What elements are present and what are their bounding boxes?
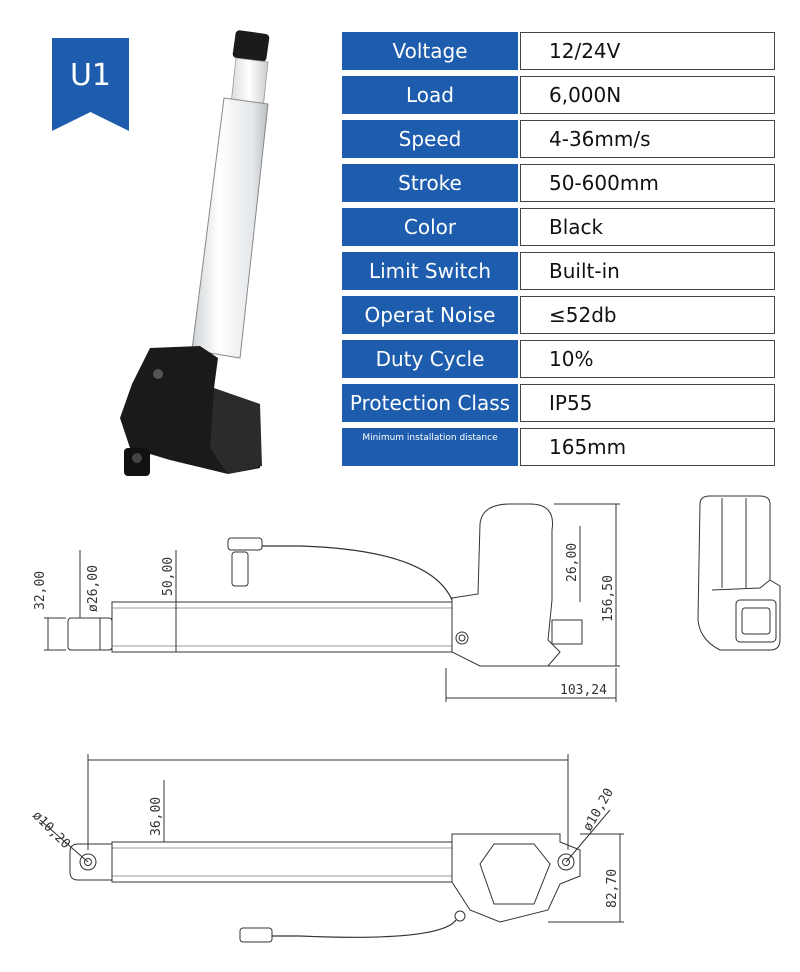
spec-table (342, 32, 775, 472)
dim-26-diameter: ø26,00 (86, 565, 101, 612)
badge-label: U1 (69, 58, 112, 93)
dim-82: 82,70 (605, 868, 620, 908)
side-view-drawing (33, 504, 620, 702)
spec-label: Load (342, 76, 518, 114)
dim-10-right: ø10,20 (580, 785, 617, 834)
spec-value: IP55 (520, 384, 775, 422)
spec-row-limit-switch (342, 252, 775, 290)
spec-label: Limit Switch (342, 252, 518, 290)
dim-36: 36,00 (149, 796, 164, 836)
spec-label: Voltage (342, 32, 518, 70)
spec-value: 12/24V (520, 32, 775, 70)
spec-label: Minimum installation distance (342, 428, 518, 466)
actuator-product-image (110, 28, 280, 478)
dim-156: 156,50 (601, 575, 616, 622)
spec-label: Speed (342, 120, 518, 158)
spec-row-load (342, 76, 775, 114)
spec-label: Operat Noise (342, 296, 518, 334)
spec-row-protection (342, 384, 775, 422)
spec-row-stroke (342, 164, 775, 202)
spec-row-color (342, 208, 775, 246)
spec-value: Built-in (520, 252, 775, 290)
dim-32: 32,00 (33, 570, 48, 610)
spec-value: 10% (520, 340, 775, 378)
bottom-view-drawing (29, 754, 624, 942)
end-view-drawing (698, 496, 780, 650)
spec-row-speed (342, 120, 775, 158)
spec-label: Stroke (342, 164, 518, 202)
spec-value: 50-600mm (520, 164, 775, 202)
spec-value: 6,000N (520, 76, 775, 114)
spec-row-duty-cycle (342, 340, 775, 378)
dim-26: 26,00 (565, 542, 580, 582)
spec-row-min-install (342, 428, 775, 466)
spec-label: Duty Cycle (342, 340, 518, 378)
dim-103: 103,24 (560, 683, 607, 698)
spec-value: Black (520, 208, 775, 246)
dim-10-left: ø10,20 (29, 808, 73, 853)
spec-row-voltage (342, 32, 775, 70)
dim-50: 50,00 (161, 556, 176, 596)
spec-label: Protection Class (342, 384, 518, 422)
spec-value: ≤52db (520, 296, 775, 334)
spec-value: 4-36mm/s (520, 120, 775, 158)
spec-value: 165mm (520, 428, 775, 466)
spec-label: Color (342, 208, 518, 246)
spec-row-noise (342, 296, 775, 334)
technical-drawing (0, 490, 800, 972)
